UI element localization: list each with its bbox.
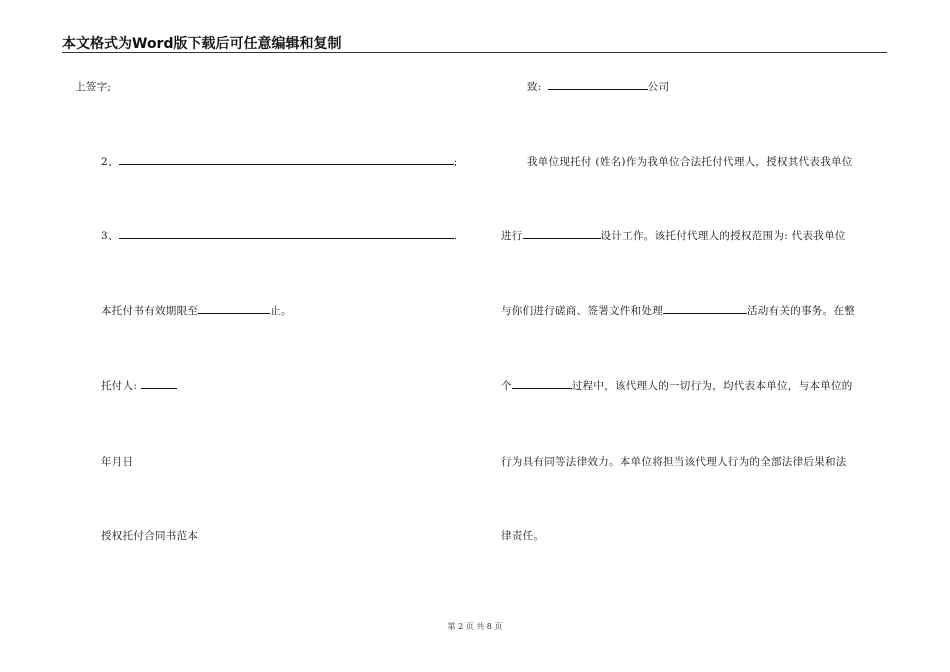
right-line-3-prefix: 进行 (501, 230, 523, 242)
item-2-punctuation: ; (453, 156, 458, 168)
right-line-7: 律责任。 (501, 530, 545, 542)
left-line-3 (101, 229, 457, 243)
blank-field-item-3 (119, 229, 454, 239)
blank-field-activity (663, 304, 747, 314)
blank-field-item-2 (119, 155, 454, 165)
right-line-6: 行为具有同等法律效力。本单位将担当该代理人行为的全部法律后果和法 (501, 456, 847, 468)
right-line-4 (501, 304, 855, 318)
item-number-3: 3、 (101, 230, 119, 242)
page-number-footer: 第 2 页 共 8 页 (447, 622, 503, 631)
left-line-principal (101, 379, 177, 393)
left-line-validity (101, 304, 292, 318)
header-divider (62, 52, 887, 53)
blank-field-project (523, 229, 601, 239)
principal-label: 托付人: (101, 380, 138, 392)
blank-field-validity-date (198, 304, 270, 314)
validity-label: 本托付书有效期限至 (101, 305, 199, 317)
left-line-2 (101, 155, 458, 169)
right-line-3 (501, 229, 846, 243)
company-suffix: 公司 (647, 81, 670, 93)
right-line-5-suffix: 过程中，该代理人的一切行为，均代表本单位，与本单位的 (571, 380, 853, 392)
left-line-1: 上签字; (75, 81, 112, 93)
to-label: 致: (527, 81, 542, 93)
right-line-4-suffix: 活动有关的事务。在整 (747, 305, 855, 317)
page-header-title: 本文格式为Word版下载后可任意编辑和复制 (62, 36, 342, 52)
item-3-punctuation: . (453, 230, 458, 242)
right-line-5 (501, 379, 853, 393)
blank-field-company (548, 80, 648, 90)
blank-field-principal (141, 379, 177, 389)
validity-suffix: 止。 (270, 305, 292, 317)
right-line-2: 我单位现托付 (姓名)作为我单位合法托付代理人，授权其代表我单位 (527, 156, 853, 168)
right-line-5-prefix: 个 (501, 380, 512, 392)
item-number-2: 2、 (101, 156, 119, 168)
right-line-4-prefix: 与你们进行磋商、签署文件和处理 (501, 305, 663, 317)
blank-field-process (512, 379, 572, 389)
left-line-heading: 授权托付合同书范本 (101, 530, 199, 542)
right-line-to (527, 80, 669, 94)
left-line-date: 年月日 (101, 456, 134, 468)
right-line-3-suffix: 设计工作。该托付代理人的授权范围为: 代表我单位 (600, 230, 846, 242)
